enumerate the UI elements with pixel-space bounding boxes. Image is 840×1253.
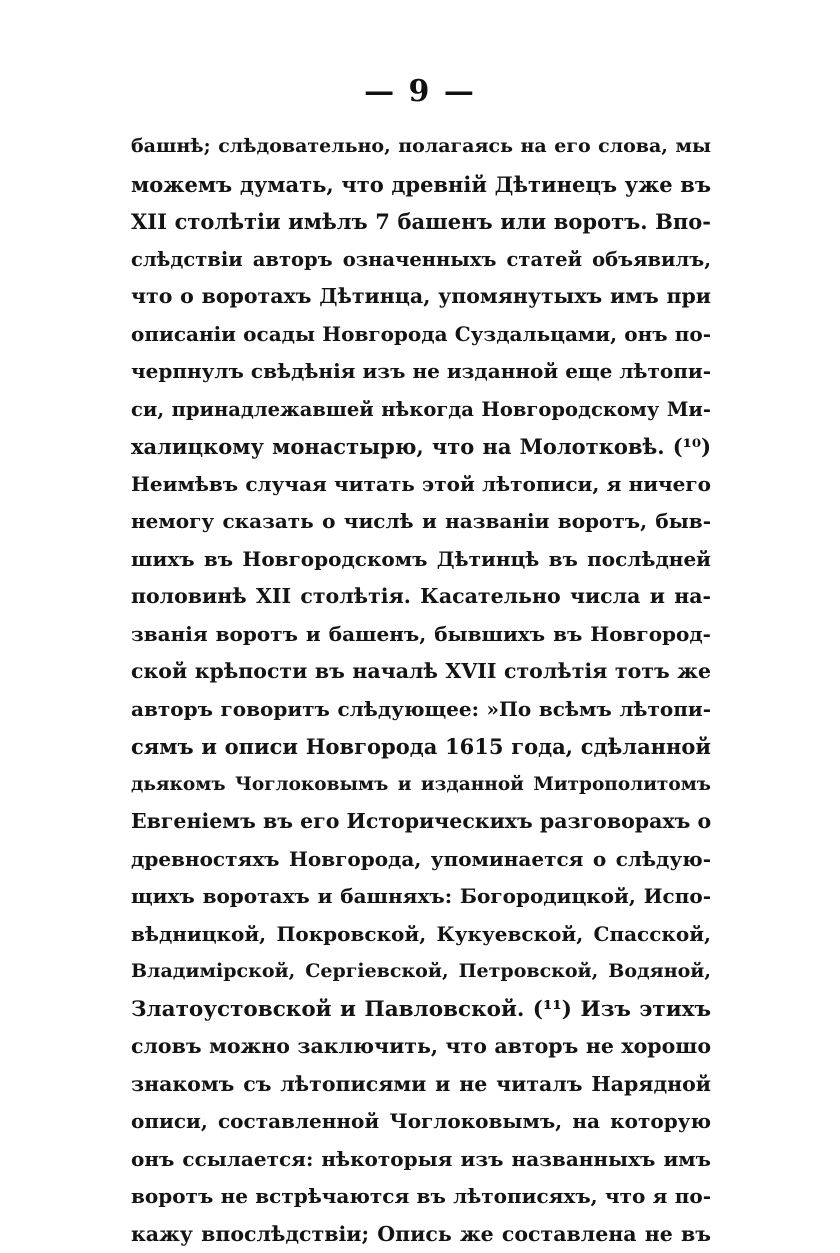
body-text: [131, 128, 711, 1253]
text-line: вѣдницкой, Покровской, Кукуевской, Спасской,: [131, 916, 711, 954]
text-line: что о воротахъ Дѣтинца, упомянутыхъ имъ при: [131, 278, 711, 316]
text-line: шихъ въ Новгородскомъ Дѣтинцѣ въ послѣдней: [131, 541, 711, 579]
text-line: XII столѣтіи имѣлъ 7 башенъ или воротъ. Впо-: [131, 203, 711, 241]
text-line: Владимірской, Сергіевской, Петровской, Водяной,: [131, 953, 711, 991]
text-line: описаніи осады Новгорода Суздальцами, онъ по-: [131, 316, 711, 354]
text-line: слѣдствіи авторъ означенныхъ статей объявилъ,: [131, 241, 711, 279]
text-line: башнѣ; слѣдовательно, полагаясь на его слова, мы: [131, 128, 711, 166]
text-line: Неимѣвъ случая читать этой лѣтописи, я ничего: [131, 466, 711, 504]
text-line: черпнулъ свѣдѣнія изъ не изданной еще лѣтопи-: [131, 353, 711, 391]
text-line: ской крѣпости въ началѣ XVII столѣтія тотъ же: [131, 653, 711, 691]
text-line: сямъ и описи Новгорода 1615 года, сдѣланной: [131, 728, 711, 766]
text-line: Евгеніемъ въ его Историческихъ разговорахъ о: [131, 803, 711, 841]
text-line: дьякомъ Чоглоковымъ и изданной Митрополитомъ: [131, 766, 711, 804]
text-line: Златоустовской и Павловской. (¹¹) Изъ этихъ: [131, 991, 711, 1029]
text-line: онъ ссылается: нѣкоторыя изъ названныхъ имъ: [131, 1141, 711, 1179]
text-line: можемъ думать, что древній Дѣтинецъ уже въ: [131, 166, 711, 204]
text-line: знакомъ съ лѣтописями и не читалъ Нарядной: [131, 1066, 711, 1104]
text-line: словъ можно заключить, что авторъ не хорошо: [131, 1028, 711, 1066]
text-line: званія воротъ и башенъ, бывшихъ въ Новгород-: [131, 616, 711, 654]
page-number: — 9 —: [0, 74, 840, 109]
text-line: описи, составленной Чоглоковымъ, на которую: [131, 1103, 711, 1141]
text-line: халицкому монастырю, что на Молотковѣ. (¹⁰): [131, 428, 711, 466]
text-line: кажу впослѣдствіи; Опись же составлена не въ: [131, 1216, 711, 1253]
text-line: древностяхъ Новгорода, упоминается о слѣдую-: [131, 841, 711, 879]
text-line: си, принадлежавшей нѣкогда Новгородскому Ми-: [131, 391, 711, 429]
text-line: половинѣ XII столѣтія. Касательно числа и на-: [131, 578, 711, 616]
text-line: авторъ говоритъ слѣдующее: »По всѣмъ лѣтопи-: [131, 691, 711, 729]
text-line: щихъ воротахъ и башняхъ: Богородицкой, Испо-: [131, 878, 711, 916]
text-line: немогу сказать о числѣ и названіи воротъ, быв-: [131, 503, 711, 541]
text-line: воротъ не встрѣчаются въ лѣтописяхъ, что я по-: [131, 1178, 711, 1216]
